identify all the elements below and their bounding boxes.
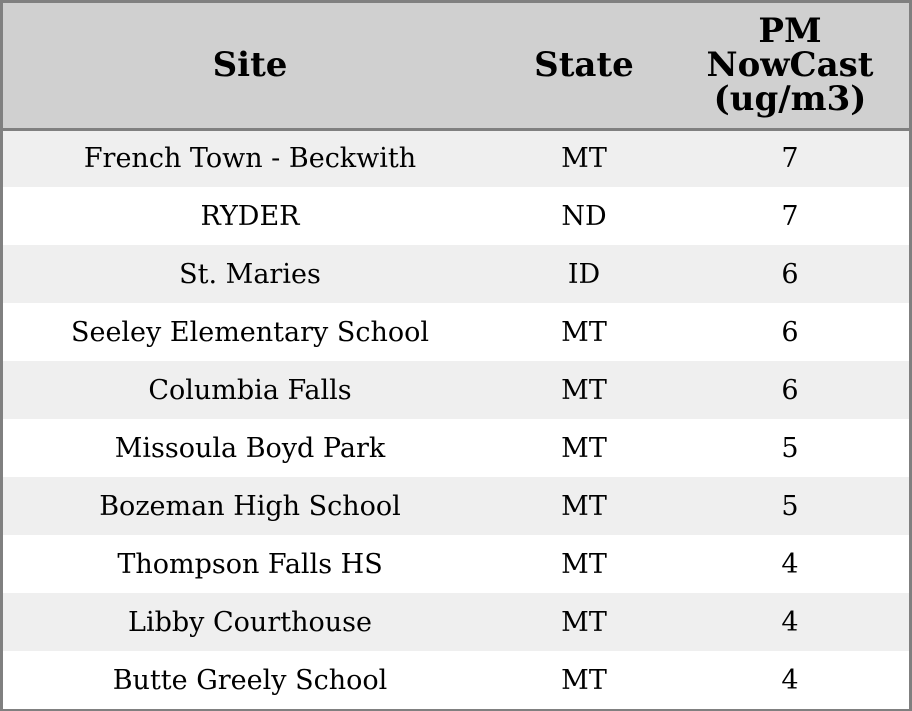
cell-state: MT bbox=[561, 374, 607, 406]
table-row bbox=[3, 129, 909, 187]
cell-state: MT bbox=[561, 664, 607, 696]
cell-pm: 7 bbox=[781, 143, 799, 175]
cell-pm: 5 bbox=[781, 432, 799, 464]
table-row bbox=[3, 245, 909, 303]
cell-site: St. Maries bbox=[179, 258, 321, 290]
cell-state: MT bbox=[561, 432, 607, 464]
cell-state: MT bbox=[561, 548, 607, 580]
header-pm-nowcast bbox=[671, 3, 909, 129]
header-row bbox=[3, 3, 909, 129]
table-row bbox=[3, 651, 909, 709]
header-pm-line1: PM bbox=[758, 11, 822, 52]
cell-site: Columbia Falls bbox=[148, 374, 352, 406]
cell-pm: 4 bbox=[781, 606, 799, 638]
cell-state: ID bbox=[567, 258, 601, 290]
cell-site: French Town - Beckwith bbox=[83, 143, 417, 175]
cell-site: Seeley Elementary School bbox=[70, 316, 430, 348]
cell-site: RYDER bbox=[200, 200, 300, 232]
cell-pm: 7 bbox=[781, 200, 799, 232]
table-row bbox=[3, 535, 909, 593]
table-row bbox=[3, 303, 909, 361]
cell-state: ND bbox=[561, 200, 607, 232]
cell-site: Bozeman High School bbox=[99, 490, 401, 522]
cell-pm: 4 bbox=[781, 664, 799, 696]
table-row bbox=[3, 477, 909, 535]
table-row bbox=[3, 419, 909, 477]
cell-site: Butte Greely School bbox=[112, 664, 388, 696]
header-pm-line3: (ug/m3) bbox=[713, 79, 867, 120]
header-site: Site bbox=[3, 3, 497, 129]
table-header bbox=[3, 3, 909, 129]
cell-site: Thompson Falls HS bbox=[117, 548, 383, 580]
header-pm-line2: NowCast bbox=[706, 45, 874, 86]
pm-nowcast-table bbox=[3, 3, 909, 709]
table-row bbox=[3, 593, 909, 651]
cell-pm: 6 bbox=[781, 258, 799, 290]
table-body bbox=[3, 129, 909, 709]
cell-state: MT bbox=[561, 606, 607, 638]
header-state: State bbox=[497, 3, 671, 129]
cell-pm: 4 bbox=[781, 548, 799, 580]
cell-state: MT bbox=[561, 143, 607, 175]
cell-site: Missoula Boyd Park bbox=[114, 432, 386, 464]
cell-pm: 6 bbox=[781, 316, 799, 348]
cell-pm: 6 bbox=[781, 374, 799, 406]
table-row bbox=[3, 187, 909, 245]
cell-state: MT bbox=[561, 316, 607, 348]
cell-site: Libby Courthouse bbox=[128, 606, 372, 638]
table-row bbox=[3, 361, 909, 419]
cell-pm: 5 bbox=[781, 490, 799, 522]
cell-state: MT bbox=[561, 490, 607, 522]
